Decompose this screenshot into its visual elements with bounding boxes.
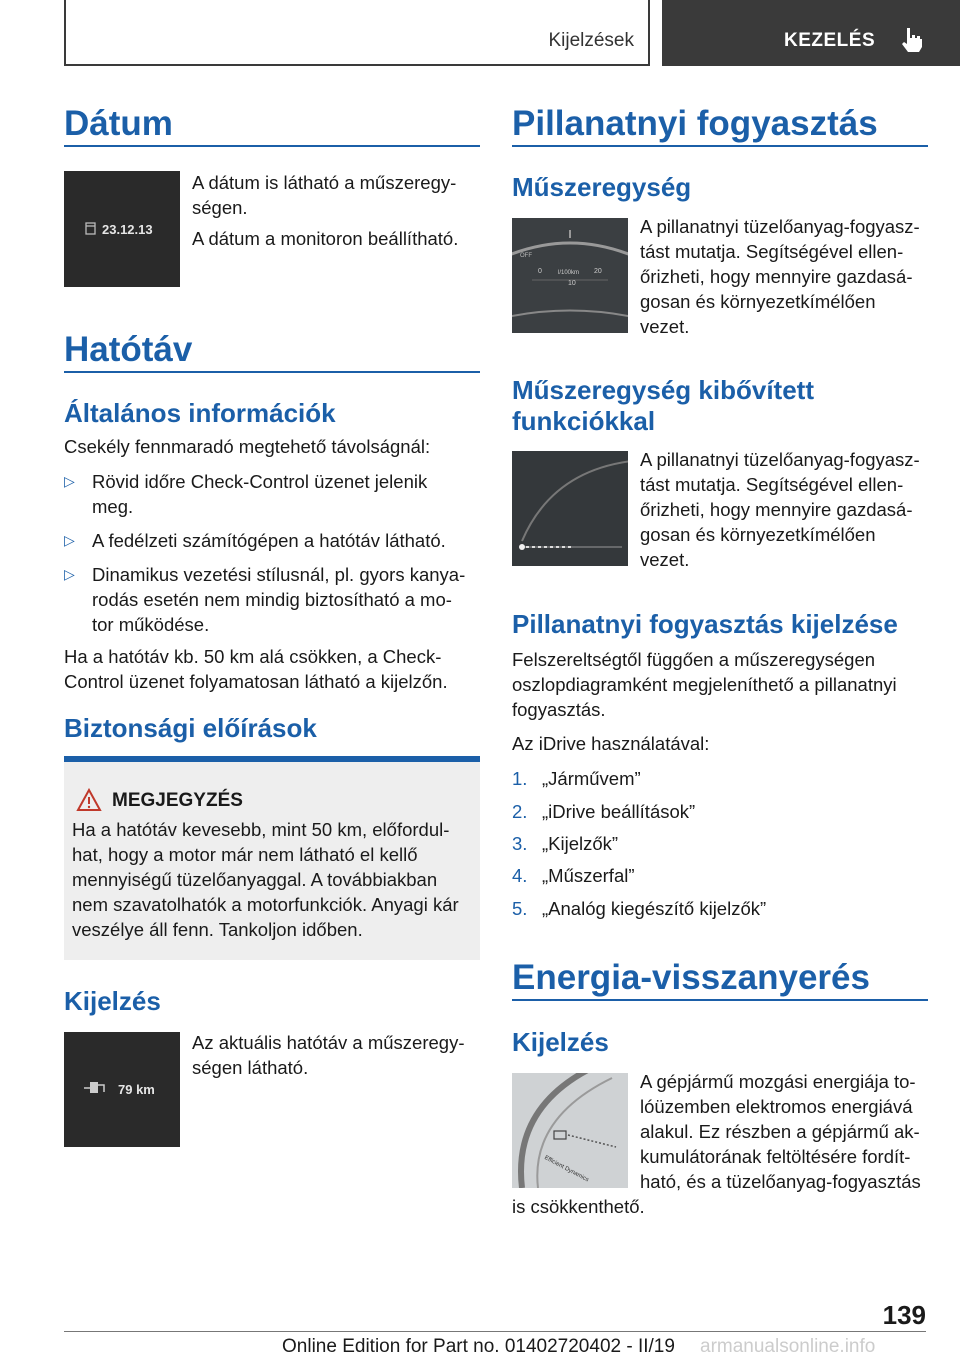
step-number: 2.: [512, 801, 528, 822]
section-title-consumption: Pillanatnyi fogyasztás: [512, 104, 878, 143]
step-number: 5.: [512, 898, 528, 919]
subsection-title-cluster: Műszeregység: [512, 172, 692, 202]
step-text: „Műszerfal”: [542, 865, 635, 886]
text-line: tást mutatja. Segítségével ellen-: [640, 474, 904, 495]
datum-paragraph-1: [192, 170, 482, 220]
gauge-arc-icon: [512, 451, 628, 566]
text-line: A dátum is látható a műszeregy-: [192, 172, 457, 193]
triangle-bullet-icon: ▷: [64, 566, 75, 582]
text-line: meg.: [92, 496, 134, 517]
gauge-label-unit: l/100km: [558, 270, 580, 276]
triangle-bullet-icon: ▷: [64, 532, 75, 548]
text-line: ható, és a tüzelőanyag-fogyasztás: [640, 1171, 921, 1192]
footer-rule: [64, 1331, 926, 1332]
gauge-label-10: 10: [568, 280, 576, 287]
warning-icon: [76, 788, 102, 812]
list-item: [512, 863, 928, 888]
list-item: [512, 896, 928, 921]
step-text: „iDrive beállítások”: [542, 801, 696, 822]
text-line: kumulátorának feltöltésére fordít-: [640, 1146, 911, 1167]
efficient-dynamics-label: Efficient Dynamics: [543, 1155, 590, 1184]
title-rule: [512, 145, 928, 147]
text-line: Műszeregység kibővített: [512, 375, 814, 405]
note-text: [72, 817, 474, 942]
text-line: A gépjármű mozgási energiája to-: [640, 1071, 916, 1092]
text-line: Control üzenet folyamatosan látható a kijelzőn.: [64, 671, 448, 692]
list-item: [512, 831, 928, 856]
cluster-paragraph: [640, 214, 930, 339]
section-title-hatotav: Hatótáv: [64, 330, 193, 369]
step-number: 4.: [512, 865, 528, 886]
text-line: mennyiségű tüzelőanyaggal. A továbbiakban: [72, 869, 438, 890]
text-line: funkciókkal: [512, 406, 656, 436]
text-line: Felszereltségtől függően a műszeregységen: [512, 649, 876, 670]
text-line: nem szavatolhatók a motorfunkciók. Anyagi kár: [72, 894, 459, 915]
page-number: 139: [882, 1300, 926, 1330]
hand-pointer-icon: [898, 26, 926, 54]
step-number: 1.: [512, 768, 528, 789]
step-text: „Analóg kiegészítő kijelzők”: [542, 898, 767, 919]
header-chapter-label: KEZELÉS: [784, 30, 876, 51]
kijelzes-paragraph: [192, 1030, 482, 1080]
range-readout: 79 km: [118, 1082, 155, 1097]
extended-gauge-image: [512, 451, 628, 566]
step-number: 3.: [512, 833, 528, 854]
text-line: gosan és környezetkímélően: [640, 291, 876, 312]
step-text: „Kijelzők”: [542, 833, 619, 854]
note-title: MEGJEGYZÉS: [112, 790, 243, 811]
subsection-title-consumption-display: Pillanatnyi fogyasztás kijelzése: [512, 609, 898, 639]
consumption-display-paragraph: [512, 647, 928, 722]
energy-gauge-image: [512, 1073, 628, 1188]
footer-edition: Online Edition for Part no. 01402720402 - II/19: [282, 1336, 675, 1357]
text-line: gosan és környezetkímélően: [640, 524, 876, 545]
text-line: A fedélzeti számítógépen a hatótáv látható.: [92, 530, 446, 551]
text-line: hat, hogy a motor már nem látható el kellő: [72, 844, 418, 865]
hatotav-outro: [64, 644, 480, 694]
title-rule: [64, 371, 480, 373]
range-display-image: [64, 1032, 180, 1147]
footer-watermark: armanualsonline.info: [700, 1336, 876, 1357]
note-box: [64, 756, 480, 960]
text-line: rodás esetén nem mindig biztosítható a mo-: [92, 589, 452, 610]
text-line: alakul. Ez részben a gépjármű ak-: [640, 1121, 920, 1142]
section-title-datum: Dátum: [64, 104, 173, 143]
list-item: [64, 528, 480, 553]
text-line: Ha a hatótáv kevesebb, mint 50 km, előfordul-: [72, 819, 450, 840]
subsection-title-general: Általános információk: [64, 398, 336, 428]
gauge-label-20: 20: [594, 268, 602, 275]
subsection-title-display-energy: Kijelzés: [512, 1027, 609, 1057]
text-line: Rövid időre Check-Control üzenet jelenik: [92, 471, 428, 492]
text-line: Ha a hatótáv kb. 50 km alá csökken, a Check-: [64, 646, 442, 667]
header-section-box: [64, 0, 650, 66]
header-section-title: Kijelzések: [548, 30, 634, 51]
text-line: oszlopdiagramként megjeleníthető a pillanatnyi: [512, 674, 897, 695]
date-readout: 23.12.13: [102, 222, 153, 237]
text-line: ségen.: [192, 197, 248, 218]
datum-paragraph-2: A dátum a monitoron beállítható.: [192, 228, 459, 249]
text-line: Dinamikus vezetési stílusnál, pl. gyors kanya-: [92, 564, 466, 585]
extended-cluster-paragraph: [640, 447, 930, 572]
list-item: [64, 469, 480, 519]
text-line: lóüzemben elektromos energiává: [640, 1096, 913, 1117]
text-line: fogyasztás.: [512, 699, 606, 720]
text-line: tást mutatja. Segítségével ellen-: [640, 241, 904, 262]
text-line: vezet.: [640, 549, 690, 570]
gauge-label-0: 0: [538, 268, 542, 275]
text-line: vezet.: [640, 316, 690, 337]
text-line: őrizheti, hogy mennyire gazdasá-: [640, 266, 913, 287]
hatotav-intro: Csekély fennmaradó megtehető távolságnál:: [64, 436, 431, 457]
subsection-title-display: Kijelzés: [64, 986, 161, 1016]
list-item: [512, 799, 928, 824]
title-rule: [64, 145, 480, 147]
text-line: Az aktuális hatótáv a műszeregy-: [192, 1032, 465, 1053]
energy-paragraph: [640, 1069, 930, 1194]
date-display-image: [64, 171, 180, 287]
subsection-title-safety: Biztonsági előírások: [64, 713, 317, 743]
subsection-title-extended-cluster: [512, 375, 928, 437]
triangle-bullet-icon: ▷: [64, 473, 75, 489]
list-item: [512, 766, 928, 791]
title-rule: [512, 999, 928, 1001]
section-title-energy-recovery: Energia-visszanyerés: [512, 958, 870, 997]
text-line: ségen látható.: [192, 1057, 309, 1078]
text-line: A pillanatnyi tüzelőanyag-fogyasz-: [640, 449, 920, 470]
list-item: [64, 562, 480, 637]
text-line: veszélye áll fenn. Tankoljon időben.: [72, 919, 363, 940]
text-line: őrizheti, hogy mennyire gazdasá-: [640, 499, 913, 520]
step-text: „Járművem”: [542, 768, 641, 789]
gauge-label-off: OFF: [520, 253, 532, 259]
header-chapter-tab: [662, 0, 960, 66]
consumption-gauge-image: [512, 218, 628, 333]
idrive-intro: Az iDrive használatával:: [512, 733, 710, 754]
energy-paragraph-end: is csökkenthető.: [512, 1196, 645, 1217]
text-line: tor működése.: [92, 614, 210, 635]
text-line: A pillanatnyi tüzelőanyag-fogyasz-: [640, 216, 920, 237]
